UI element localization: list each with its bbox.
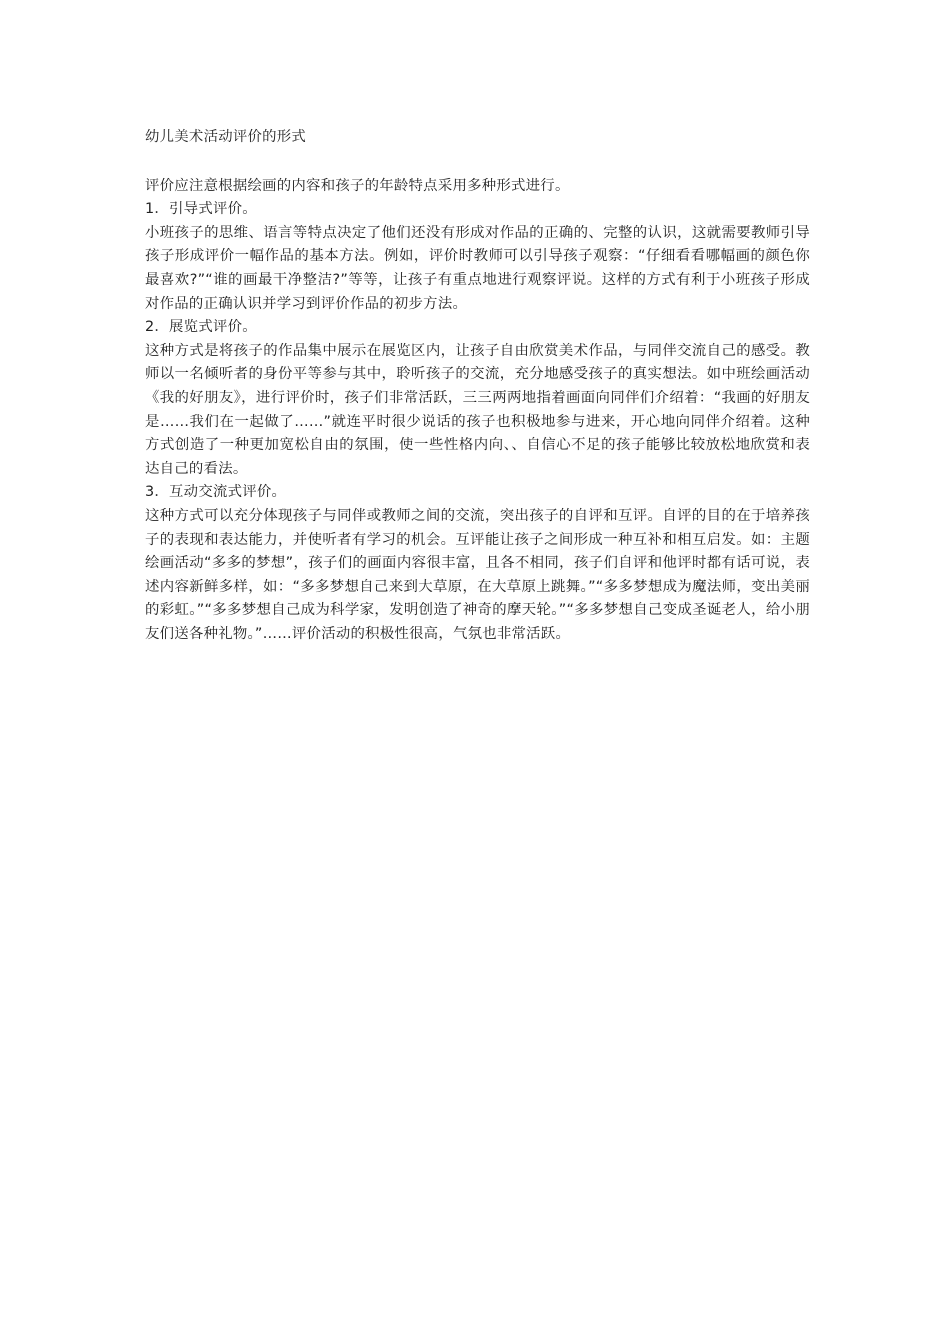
intro-paragraph: 评价应注意根据绘画的内容和孩子的年龄特点采用多种形式进行。 xyxy=(145,177,570,194)
section-body-interactive: 这种方式可以充分体现孩子与同伴或教师之间的交流，突出孩子的自评和互评。自评的目的在于培养孩子的表现和表达能力，并使听者有学习的机会。互评能让孩子之间形成一种互补和相互启发。如：主题绘画活动“多多的梦想”，孩子们的画面内容很丰富，且各不相同，孩子们自评和他评时都有话可说，表述内容新鲜多样，如：“多多梦想自己来到大草原，在大草原上跳舞。”“多多梦想成为魔法师，变出美丽的彩虹。”“多多梦想自己成为科学家，发明创造了神奇的摩天轮。”“多多梦想自己变成圣诞老人，给小朋友们送各种礼物。”……评价活动的积极性很高，气氛也非常活跃。 xyxy=(145,507,810,642)
section-body-exhibition: 这种方式是将孩子的作品集中展示在展览区内，让孩子自由欣赏美术作品，与同伴交流自己的感受。教师以一名倾听者的身份平等参与其中，聆听孩子的交流，充分地感受孩子的真实想法。如中班绘画活动《我的好朋友》，进行评价时，孩子们非常活跃，三三两两地指着画面向同伴们介绍着：“我画的好朋友是……我们在一起做了……”就连平时很少说话的孩子也积极地参与进来，开心地向同伴介绍着。这种方式创造了一种更加宽松自由的氛围，使一些性格内向、、自信心不足的孩子能够比较放松地欣赏和表达自己的看法。 xyxy=(145,342,810,477)
document-body xyxy=(145,126,810,646)
section-heading-guided: 1．引导式评价。 xyxy=(145,201,257,218)
document-title: 幼儿美术活动评价的形式 xyxy=(145,129,307,145)
section-body-guided: 小班孩子的思维、语言等特点决定了他们还没有形成对作品的正确的、完整的认识，这就需要教师引导孩子形成评价一幅作品的基本方法。例如，评价时教师可以引导孩子观察：“仔细看看哪幅画的颜色你最喜欢?”“谁的画最干净整洁?”等等，让孩子有重点地进行观察评说。这样的方式有利于小班孩子形成对作品的正确认识并学习到评价作品的初步方法。 xyxy=(145,224,810,312)
section-heading-exhibition: 2．展览式评价。 xyxy=(145,319,257,336)
section-heading-interactive: 3．互动交流式评价。 xyxy=(145,484,287,501)
